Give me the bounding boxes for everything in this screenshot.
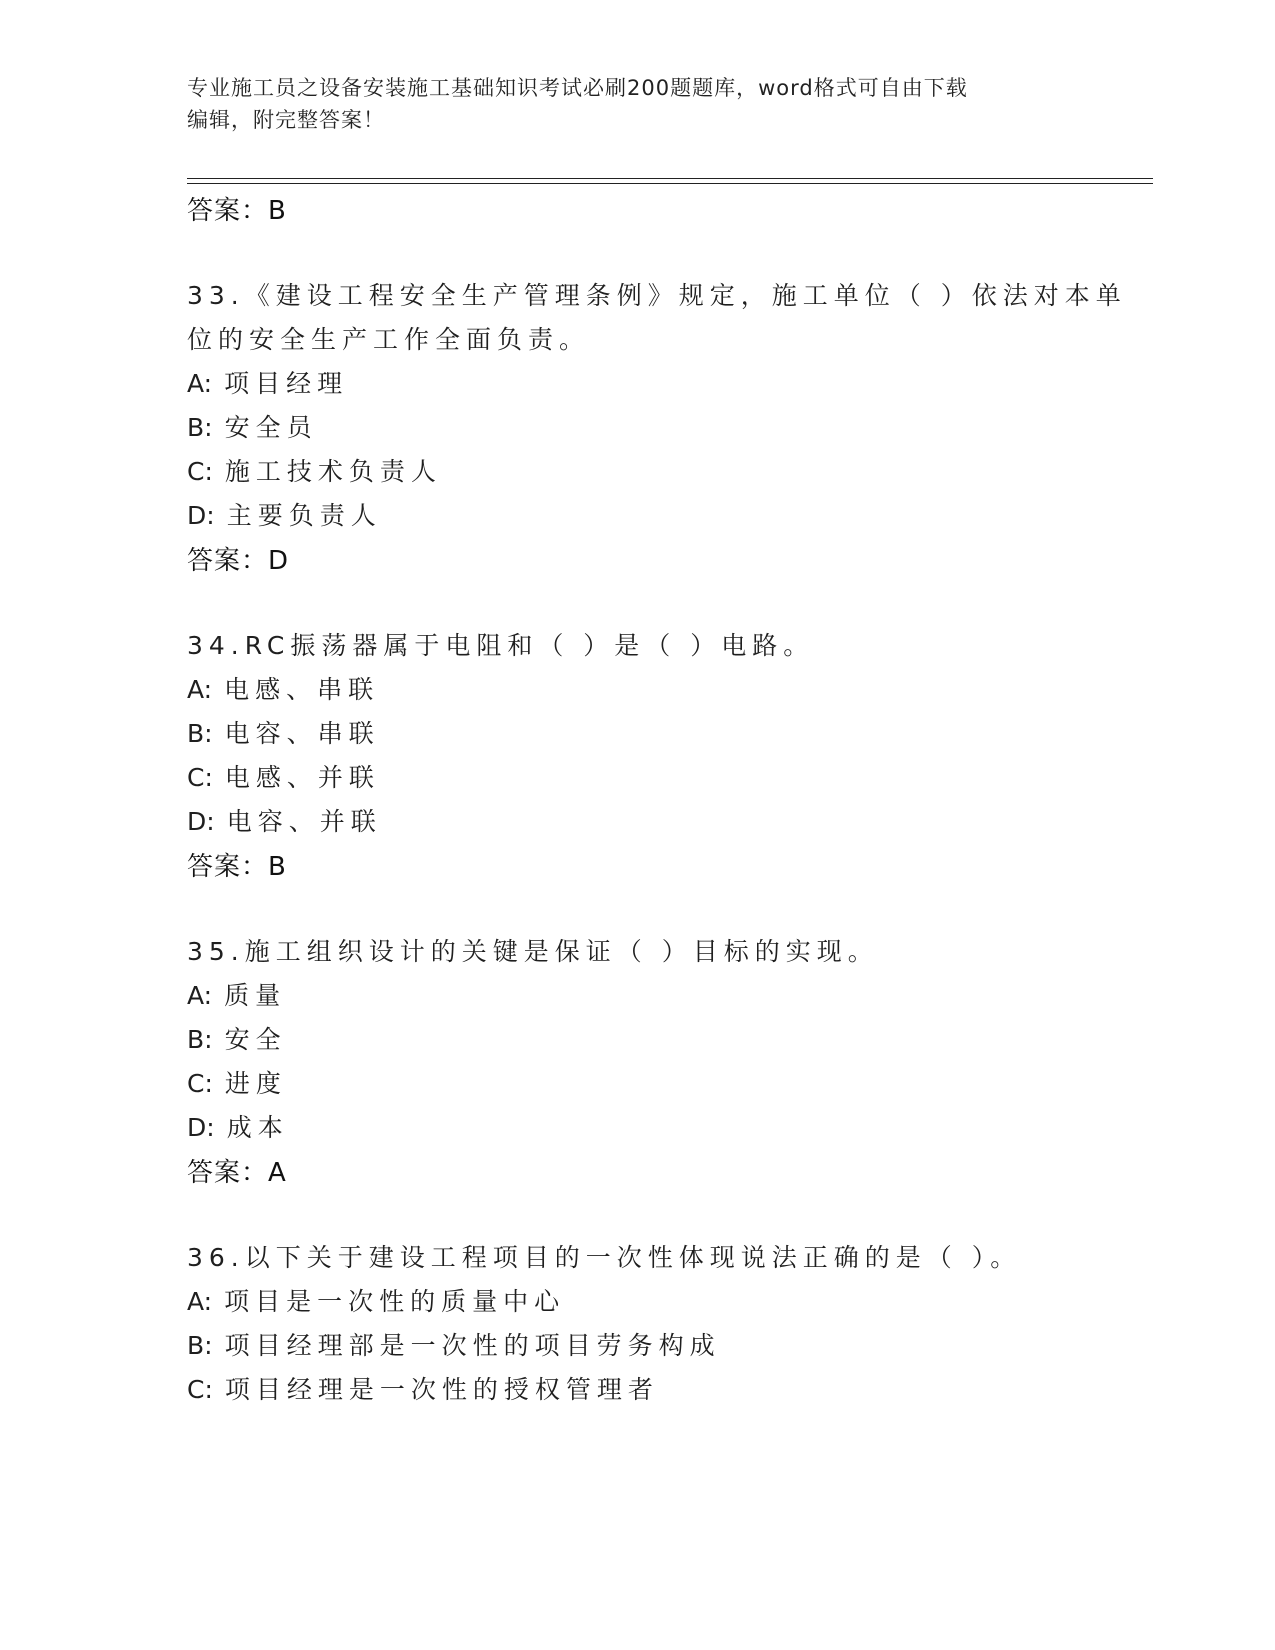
option-text: 安全 bbox=[224, 1025, 287, 1054]
header-rule-top bbox=[187, 178, 1153, 179]
question-35-option-b bbox=[187, 1020, 287, 1056]
option-text: 主要负责人 bbox=[226, 501, 382, 530]
question-33-option-b bbox=[187, 408, 318, 444]
option-label: D: bbox=[187, 501, 215, 530]
question-35-option-c bbox=[187, 1064, 287, 1100]
option-label: D: bbox=[187, 807, 215, 836]
question-35-text-line-1: 35.施工组织设计的关键是保证（ ）目标的实现。 bbox=[187, 937, 879, 966]
answer-32: 答案：B bbox=[187, 196, 287, 226]
option-label: B: bbox=[187, 1025, 213, 1054]
option-label: B: bbox=[187, 413, 213, 442]
option-label: A: bbox=[187, 369, 213, 398]
answer-34: 答案：B bbox=[187, 852, 287, 882]
question-34-option-a bbox=[187, 670, 379, 706]
option-text: 电感、串联 bbox=[224, 675, 380, 704]
option-text: 电容、并联 bbox=[226, 807, 382, 836]
question-34-option-d bbox=[187, 802, 382, 838]
answer-35: 答案：A bbox=[187, 1158, 287, 1188]
option-text: 项目经理部是一次性的项目劳务构成 bbox=[224, 1331, 721, 1360]
option-label: C: bbox=[187, 1375, 213, 1404]
question-36-text-line-1: 36.以下关于建设工程项目的一次性体现说法正确的是（ ）。 bbox=[187, 1243, 1022, 1272]
option-text: 安全员 bbox=[224, 413, 318, 442]
option-text: 项目经理是一次性的授权管理者 bbox=[224, 1375, 659, 1404]
option-label: A: bbox=[187, 675, 213, 704]
option-text: 电容、串联 bbox=[224, 719, 380, 748]
answer-33: 答案：D bbox=[187, 546, 290, 576]
option-label: C: bbox=[187, 457, 213, 486]
question-33-option-d bbox=[187, 496, 382, 532]
option-text: 电感、并联 bbox=[224, 763, 380, 792]
option-text: 施工技术负责人 bbox=[224, 457, 442, 486]
question-33-option-c bbox=[187, 452, 442, 488]
option-label: A: bbox=[187, 981, 213, 1010]
question-34-text-line-1: 34.RC振荡器属于电阻和（ ）是（ ）电路。 bbox=[187, 631, 815, 660]
question-36-option-a bbox=[187, 1282, 565, 1318]
question-35-option-d bbox=[187, 1108, 289, 1144]
question-33-option-a bbox=[187, 364, 348, 400]
question-34-option-b bbox=[187, 714, 380, 750]
question-36-option-c bbox=[187, 1370, 659, 1406]
option-text: 进度 bbox=[224, 1069, 287, 1098]
question-34-option-c bbox=[187, 758, 380, 794]
option-label: B: bbox=[187, 1331, 213, 1360]
option-text: 项目经理 bbox=[224, 369, 349, 398]
question-36-option-b bbox=[187, 1326, 721, 1362]
option-label: C: bbox=[187, 1069, 213, 1098]
option-label: D: bbox=[187, 1113, 215, 1142]
question-33-text-line-2: 位的安全生产工作全面负责。 bbox=[187, 325, 591, 354]
option-label: A: bbox=[187, 1287, 213, 1316]
option-text: 项目是一次性的质量中心 bbox=[224, 1287, 566, 1316]
header-title-line-2: 编辑，附完整答案！ bbox=[187, 108, 385, 132]
option-label: C: bbox=[187, 763, 213, 792]
option-text: 质量 bbox=[224, 981, 287, 1010]
header-rule-bottom bbox=[187, 183, 1153, 184]
option-text: 成本 bbox=[226, 1113, 289, 1142]
option-label: B: bbox=[187, 719, 213, 748]
question-35-option-a bbox=[187, 976, 286, 1012]
header-title-line-1: 专业施工员之设备安装施工基础知识考试必刷200题题库，word格式可自由下载 bbox=[187, 76, 968, 100]
question-33-text-line-1: 33.《建设工程安全生产管理条例》规定，施工单位（ ）依法对本单 bbox=[187, 281, 1127, 310]
document-header bbox=[187, 72, 1067, 136]
